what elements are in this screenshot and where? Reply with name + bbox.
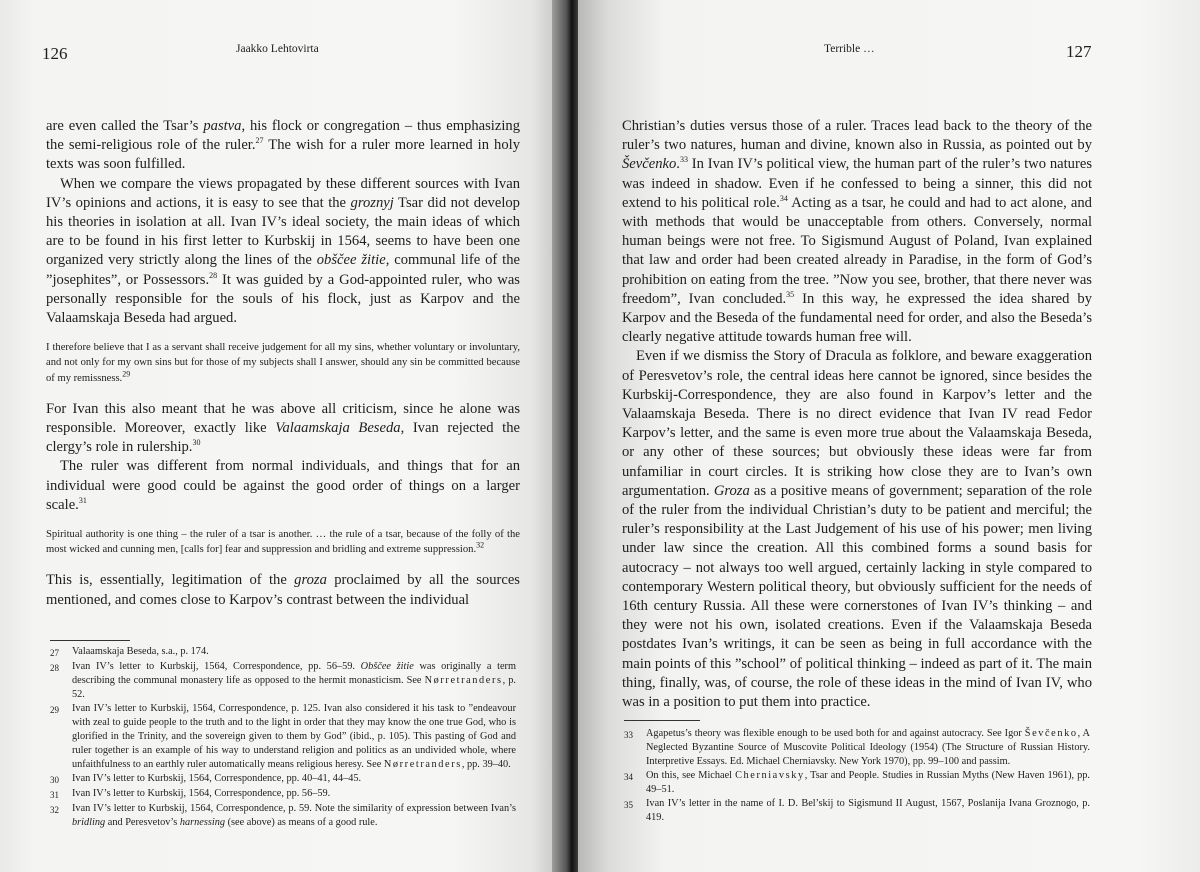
text-run: . [676, 156, 680, 173]
text-run: The wish for a ruler more learned in holy texts was soon fulfilled. [46, 137, 520, 173]
footnote-reference: 30 [192, 438, 201, 448]
left-page [0, 0, 566, 872]
text-run: This is, essentially, legitimation of the [46, 572, 295, 589]
page-number-right: 127 [1066, 42, 1092, 61]
text-run: , his flock or congregation – thus emphasizing the semi-religious role of the ruler. [46, 118, 520, 154]
footnote [624, 797, 1090, 825]
left-body-text [46, 117, 520, 610]
text-run: In this way, he expressed the idea shared by Karpov and the Beseda of the fundamental need for order, and also the Beseda’s clearly negative attitude towards human free will. [622, 290, 1092, 346]
footnote [50, 645, 516, 660]
footnote-text [72, 660, 516, 702]
footnote-reference: 31 [78, 496, 87, 505]
footnote [50, 772, 516, 787]
footnote-text [72, 802, 516, 830]
footnote-number: 34 [624, 772, 633, 782]
footnote-reference: 27 [255, 136, 264, 146]
footnote [50, 660, 516, 702]
left-block-quote-1 [46, 340, 520, 386]
text-run: In Ivan IV’s political view, the human part of the ruler’s two natures was indeed in shadow. Even if he confessed to being a sinner, this did not extend to his political role. [622, 156, 1092, 211]
footnote [50, 702, 516, 772]
left-paragraph-2 [46, 175, 520, 329]
text-run: , A Neglected Byzantine Source of Muscovite Political Ideology (1954) (The Structure of Russian History. Interpretive Essays. Ed. Michael Cherniavsky. New York 1970), pp. 99–100 and passim. [646, 728, 1090, 767]
footnote-text [72, 787, 516, 802]
footnote-reference: 33 [679, 155, 688, 165]
footnote-number: 28 [50, 663, 59, 673]
text-run: , Ivan rejected the clergy’s role in rulership. [46, 420, 520, 456]
text-run: Tsar did not develop his theories in isolation at all. Ivan IV’s ideal society, the main ideas of which are to be found in his first letter to Kurbskij in 1564, seems to have been one organized very strictly along the lines of the [46, 194, 520, 269]
footnote-reference: 29 [122, 369, 131, 379]
text-run: For Ivan this also meant that he was above all criticism, since he alone was responsible. Moreover, exactly like [46, 400, 520, 437]
footnote-number: 33 [624, 730, 633, 740]
footnote-text [72, 772, 516, 787]
italic-text: obščee žitie [316, 252, 386, 269]
text-run: I therefore believe that I as a servant shall receive judgement for all my sins, whether voluntary or involuntary, and not only for my own sins but for those of my subjects shall I answer, should any sin be committed because of my remissness. [46, 342, 520, 384]
text-run: Valaamskaja Beseda, s.a., p. 174. [72, 646, 209, 657]
italic-text: Obščee žitie [360, 661, 414, 672]
italic-text: harnessing [179, 817, 226, 828]
footnote-number: 27 [50, 648, 59, 658]
footnote-text [72, 645, 516, 660]
text-run: as a positive means of government; separation of the role of the ruler from the individual Christian’s duty to be patient and merciful; the ruler’s responsibility at the Last Judgement of his use of his power; men living under law since the creation. All this combined forms a sound basis for autocracy – not always too well argued, certainly lacking in style compared to contemporary Western political theory, but obviously sufficient for the needs of 16th century Russia. All these were cornerstones of Ivan IV’s thinking – and they were not his own, isolated creations. Even if the Valaamskaja Beseda postdates Ivan’s writings, it can be seen as being in full accordance with the main points of this ”school” of political thinking – indeed as part of it. The main thing, finally, was, of course, the role of these ideas in the mind of Ivan IV, who was in a position to put them into practice. [622, 482, 1092, 711]
letterspaced-name: Ševčenko [1024, 728, 1078, 739]
footnote-reference: 34 [779, 193, 788, 203]
left-paragraph-4 [46, 457, 520, 515]
footnote [624, 769, 1090, 797]
text-run: , communal life of the ”josephites”, or Possessors. [46, 252, 520, 288]
footnote-text [646, 727, 1090, 769]
italic-text: Valaamskaja Beseda [275, 420, 401, 437]
letterspaced-name: Nørretranders [424, 675, 503, 686]
left-block-quote-2 [46, 527, 520, 557]
running-head-left: Jaakko Lehtovirta [236, 43, 319, 55]
text-run: (see above) as means of a good rule. [225, 817, 378, 828]
text-run: Ivan IV’s letter to Kurbskij, 1564, Correspondence, pp. 56–59. [72, 661, 361, 672]
text-run: and Peresvetov’s [105, 817, 180, 828]
footnote-number: 31 [50, 790, 59, 800]
left-footnote-rule [50, 640, 130, 641]
text-run: The ruler was different from normal individuals, and things that for an individual were good could be against the good order of things on a larger scale. [46, 458, 520, 513]
italic-text: groznyj [350, 194, 394, 211]
italic-text: Ševčenko [622, 156, 677, 173]
footnote-number: 35 [624, 800, 633, 810]
footnote [624, 727, 1090, 769]
text-run: Ivan IV’s letter in the name of I. D. Bel’skij to Sigismund II August, 1567, Poslanija Ivana Groznogo, p. 419. [646, 798, 1090, 823]
text-run: Ivan IV’s letter to Kurbskij, 1564, Correspondence, p. 59. Note the similarity of expression between Ivan’s [72, 803, 516, 814]
running-head-right: Terrible … [824, 43, 875, 55]
text-run: are even called the Tsar’s [46, 118, 204, 134]
footnote-reference: 32 [476, 540, 485, 550]
text-run: It was guided by a God-appointed ruler, who was personally responsible for the souls of his flock, just as Karpov and the Valaamskaja Beseda had argued. [46, 271, 520, 327]
italic-text: Groza [713, 482, 750, 499]
text-run: , p. 52. [72, 675, 516, 700]
text-run: , Tsar and People. Studies in Russian Myths (New Haven 1961), pp. 49–51. [646, 770, 1090, 795]
text-run: , pp. 39–40. [461, 759, 511, 770]
footnote-number: 29 [50, 705, 59, 715]
page-number-left: 126 [42, 44, 68, 63]
right-body-text [622, 117, 1092, 712]
text-run: When we compare the views propagated by these different sources with Ivan IV’s opinions and actions, it is easy to see that the [46, 175, 520, 211]
footnote-text [72, 702, 516, 772]
letterspaced-name: Cherniavsky [735, 770, 805, 781]
text-run: Ivan IV’s letter to Kurbskij, 1564, Correspondence, pp. 56–59. [72, 788, 331, 799]
text-run: Agapetus’s theory was flexible enough to be used both for and against autocracy. See Igor [646, 728, 1025, 739]
footnote-text [646, 797, 1090, 825]
footnote [50, 787, 516, 802]
text-run: Acting as a tsar, he could and had to act alone, and with methods that would be unacceptable from others. Conversely, normal human beings were not free. To Sigismund August of Poland, Ivan explained that law and order had been created already in Paradise, in the form of God’s prohibition on eating from the tree. ”Now you see, brother, that there never was freedom”, Ivan concluded. [622, 194, 1092, 307]
italic-text: pastva [203, 118, 242, 134]
footnote-number: 32 [50, 805, 59, 815]
letterspaced-name: Nørretranders [383, 759, 462, 770]
italic-text: bridling [72, 817, 106, 828]
footnote-reference: 28 [209, 270, 218, 280]
right-footnote-rule [624, 720, 700, 721]
left-paragraph-3 [46, 400, 520, 458]
footnote [50, 802, 516, 830]
left-footnotes [50, 645, 516, 830]
right-paragraph-1 [622, 117, 1092, 347]
text-run: was originally a term describing the communal monastery life as opposed to the hermit monasticism. See [72, 661, 516, 686]
text-run: Spiritual authority is one thing – the ruler of a tsar is another. … the rule of a tsar, because of the folly of the most wicked and cunning men, [calls for] fear and suppression and bridling and extreme suppression. [46, 529, 520, 556]
right-footnotes [624, 727, 1090, 825]
text-run: Christian’s duties versus those of a ruler. Traces lead back to the theory of the ruler’s two natures, human and divine, known also in Russia, as pointed out by [622, 118, 1092, 154]
italic-text: groza [294, 572, 327, 589]
right-paragraph-2 [622, 347, 1092, 712]
right-page [578, 0, 1200, 872]
left-paragraph-1 [46, 117, 520, 175]
text-run: On this, see Michael [646, 770, 736, 781]
text-run: Ivan IV’s letter to Kurbskij, 1564, Correspondence, p. 125. Ivan also considered it his task to ”endeavour with zeal to guide people to the truth and to the light in order that they may know the one true God, who is glorified in the Trinity, and the sovereign given to them by God” (ibid., p. 105). This pasting of God and ruler together is an example of his way to understand religion and politics as an undivided whole, where unfaithfulness to an earthly ruler automatically means religious heresy. See [72, 703, 516, 770]
footnote-text [646, 769, 1090, 797]
text-run: Even if we dismiss the Story of Dracula as folklore, and beware exaggeration of Peresvetov’s role, the central ideas here cannot be ignored, since besides the Kurbskij-Correspondence, they are also found in Karpov’s letter and the Valaamskaja Beseda. There is no direct evidence that Ivan IV read Fedor Karpov’s letter, and the same is even more true about the Valaamskaja Beseda, or any other of these sources; but obviously these ideas were far from unfamiliar in court circles. It is striking how close they are to Ivan’s own argumentation. [622, 348, 1092, 499]
left-paragraph-5 [46, 571, 520, 609]
footnote-reference: 35 [786, 289, 795, 299]
footnote-number: 30 [50, 775, 59, 785]
text-run: Ivan IV’s letter to Kurbskij, 1564, Correspondence, pp. 40–41, 44–45. [72, 773, 362, 784]
text-run: proclaimed by all the sources mentioned, and comes close to Karpov’s contrast between the individual [46, 572, 520, 608]
